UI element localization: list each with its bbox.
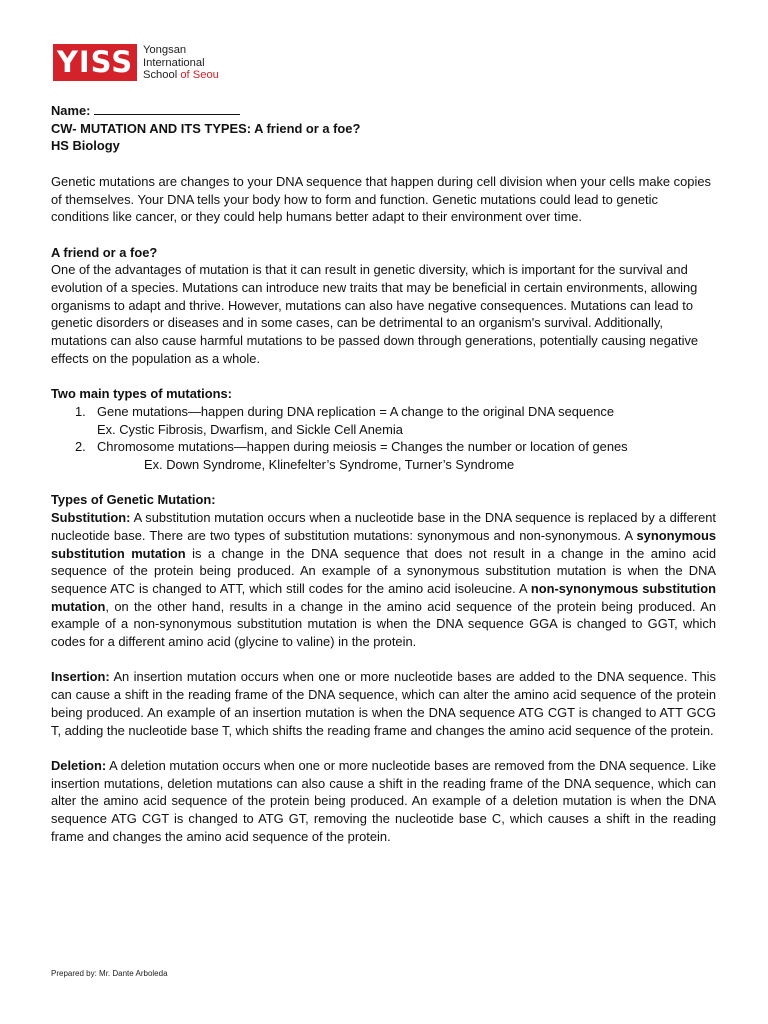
main-types-list-2 (51, 438, 716, 456)
insertion-text: An insertion mutation occurs when one or more nucleotide bases are added to the DNA sequence. This can cause a shift in the reading frame of the DNA sequence, which can alter the amino acid sequence of the protein being produced. An example of an insertion mutation is when the DNA sequence ATG CGT is changed to ATT GCG T, adding the nucleotide base T, which shifts the reading frame and changes the amino acid sequence of the protein. (51, 669, 716, 738)
list-item-text: Gene mutations—happen during DNA replication = A change to the original DNA sequence (97, 403, 615, 419)
logo-line-3-a: School (143, 69, 181, 81)
substitution-text-1: A substitution mutation occurs when a nucleotide base in the DNA sequence is replaced by a different nucleotide base. There are two types of substitution mutations: synonymous and non-synonymous. A (51, 510, 716, 543)
substitution-text-2: is a change in the DNA sequence that does not result in a change in the amino acid sequence of the protein being produced. An example of a synonymous substitution mutation is when the DNA sequence ATC is changed to ATT, which still codes for the amino acid isoleucine. A (51, 545, 716, 596)
list-item (51, 438, 716, 456)
substitution-paragraph (51, 509, 716, 651)
document-body (51, 101, 716, 845)
name-line (51, 101, 716, 120)
logo-mark: YISS (53, 44, 137, 81)
footer-prepared-by: Prepared by: Mr. Dante Arboleda (51, 969, 168, 978)
logo-school-name (143, 44, 219, 82)
logo-line-3-b: of Seou (180, 69, 219, 81)
name-blank[interactable] (94, 101, 240, 115)
logo-line-2: International (143, 56, 205, 69)
main-types-heading: Two main types of mutations: (51, 386, 232, 402)
substitution-label: Substitution: (51, 510, 131, 526)
non-synonymous-term: non-synonymous substitution mutation (51, 580, 716, 614)
name-label: Name: (51, 103, 91, 118)
main-types-list (51, 403, 716, 421)
deletion-paragraph (51, 757, 716, 846)
friend-foe-paragraph: One of the advantages of mutation is that it can result in genetic diversity, which is important for the survival and evolution of a species. Mutations can introduce new traits that may be beneficial in certain environments, allowing organisms to adapt and thrive. However, mutations can also have negative consequences. Mutations can lead to genetic disorders or diseases and in some cases, can be detrimental to an organism's survival. Additionally, mutations can also cause harmful mutations to be passed down through generations, potentially causing negative effects on the population as a whole. (51, 262, 699, 366)
genetic-types-heading: Types of Genetic Mutation: (51, 492, 216, 508)
logo-line-1: Yongsan (143, 44, 187, 56)
insertion-paragraph (51, 668, 716, 739)
school-logo (53, 44, 219, 82)
list-item-text: Chromosome mutations—happen during meiosis = Changes the number or location of genes (97, 439, 628, 455)
deletion-label: Deletion: (51, 757, 107, 773)
course-name: HS Biology (51, 138, 120, 154)
intro-paragraph: Genetic mutations are changes to your DNA sequence that happen during cell division when your cells make copies of themselves. Your DNA tells your body how to form and function. Genetic mutations could lead to genetic conditions like cancer, or they could help humans better adapt to their environment over time. (51, 173, 711, 225)
list-number: 2. (75, 439, 86, 455)
logo-line-3 (143, 69, 219, 82)
gene-mutation-examples: Ex. Cystic Fibrosis, Dwarfism, and Sickle Cell Anemia (97, 421, 403, 437)
chromosome-mutation-examples: Ex. Down Syndrome, Klinefelter’s Syndrome, Turner’s Syndrome (144, 457, 515, 473)
insertion-label: Insertion: (51, 669, 110, 685)
synonymous-term: synonymous substitution mutation (51, 527, 716, 561)
substitution-text-3: , on the other hand, results in a change in the amino acid sequence of the protein being produced. An example of a non-synonymous substitution mutation is when the DNA sequence GGA is changed to GGT, which codes for a different amino acid (glycine to valine) in the protein. (51, 598, 716, 650)
worksheet-title: CW- MUTATION AND ITS TYPES: A friend or a foe? (51, 120, 361, 136)
list-item (51, 403, 716, 421)
deletion-text: A deletion mutation occurs when one or more nucleotide bases are removed from the DNA sequence. Like insertion mutations, deletion mutations can also cause a shift in the reading frame of the DNA sequence, which can alter the amino acid sequence of the protein being produced. An example of a deletion mutation is when the DNA sequence ATG CGT is changed to ATG GT, removing the nucleotide base C, which causes a shift in the reading frame and changes the amino acid sequence of the protein. (51, 757, 716, 844)
list-number: 1. (75, 403, 86, 419)
friend-foe-heading: A friend or a foe? (51, 244, 158, 260)
